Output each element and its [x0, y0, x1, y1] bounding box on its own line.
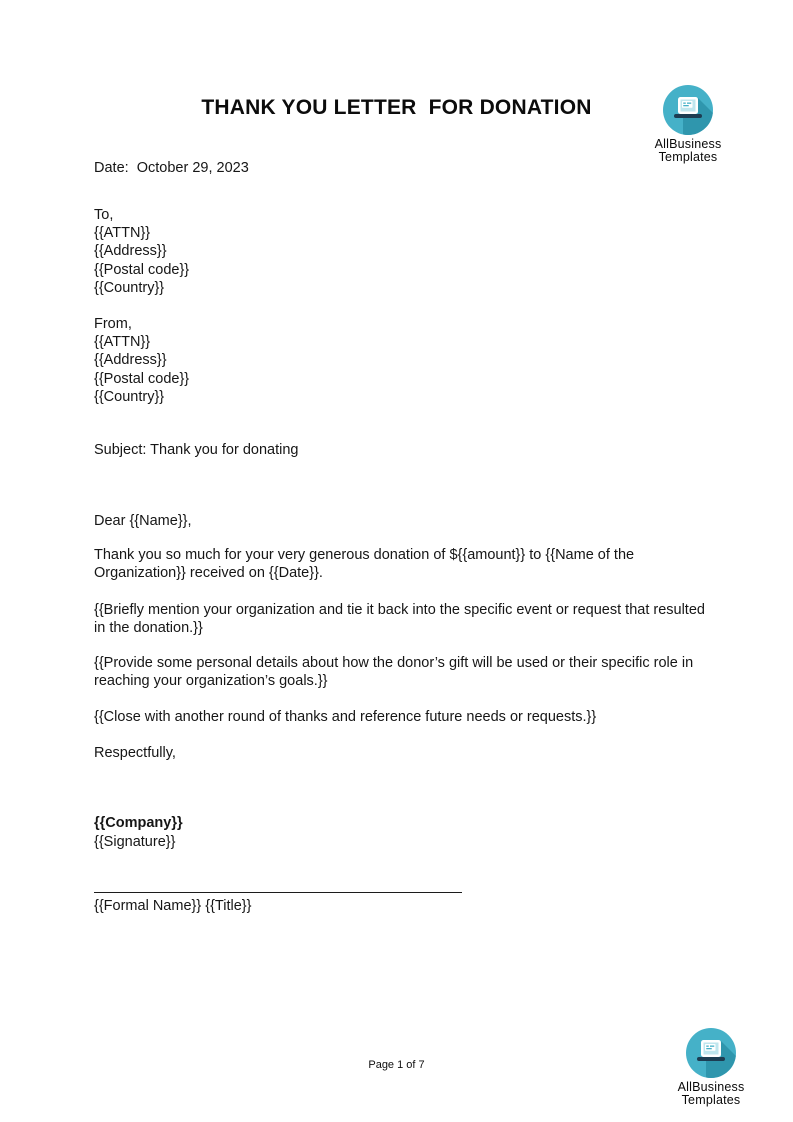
sender-address: {{Address}}	[94, 352, 167, 369]
brand-name-line1: AllBusiness	[654, 137, 722, 151]
body-paragraph: {{Provide some personal details about how the donor’s gift will be used or their specific role in reaching your organization’s goals.}}	[94, 655, 694, 690]
recipient-address: {{Address}}	[94, 243, 167, 260]
brand-name-line2: Templates	[681, 1092, 741, 1107]
sender-postal-code: {{Postal code}}	[94, 370, 190, 387]
brand-logo-bottom	[663, 1028, 759, 1106]
page-indicator: Page 1 of 7	[368, 1059, 425, 1071]
recipient-block	[94, 206, 189, 297]
laptop-logo-icon	[663, 85, 713, 135]
closing: Respectfully,	[94, 745, 176, 761]
sender-block	[94, 315, 189, 406]
page-title: THANK YOU LETTER FOR DONATION	[201, 96, 592, 119]
sender-label: From,	[94, 316, 132, 332]
recipient-postal-code: {{Postal code}}	[94, 261, 190, 278]
signature-rule	[94, 892, 462, 893]
formal-name-title: {{Formal Name}} {{Title}}	[94, 898, 252, 914]
recipient-attn: {{ATTN}}	[94, 225, 151, 242]
body-paragraph: Thank you so much for your very generous donation of ${{amount}} to {{Name of the Organization}} received on {{Date}}.	[94, 547, 635, 582]
laptop-logo-icon	[686, 1028, 736, 1078]
recipient-label: To,	[94, 207, 114, 223]
date-line: Date: October 29, 2023	[94, 160, 249, 176]
brand-name	[655, 138, 722, 163]
body-paragraph: {{Close with another round of thanks and reference future needs or requests.}}	[94, 709, 597, 725]
recipient-country: {{Country}}	[94, 279, 165, 296]
sender-attn: {{ATTN}}	[94, 334, 151, 351]
brand-name-line1: AllBusiness	[677, 1080, 745, 1094]
body-paragraph: {{Briefly mention your organization and tie it back into the specific event or request that resulted in the donation.}}	[94, 602, 705, 637]
sender-country: {{Country}}	[94, 388, 165, 405]
company-placeholder: {{Company}}	[94, 815, 183, 831]
brand-logo-top	[640, 85, 736, 163]
brand-name	[678, 1081, 745, 1106]
subject-line: Subject: Thank you for donating	[94, 442, 299, 458]
signature-placeholder: {{Signature}}	[94, 834, 176, 850]
salutation: Dear {{Name}},	[94, 513, 192, 529]
brand-name-line2: Templates	[658, 149, 718, 164]
